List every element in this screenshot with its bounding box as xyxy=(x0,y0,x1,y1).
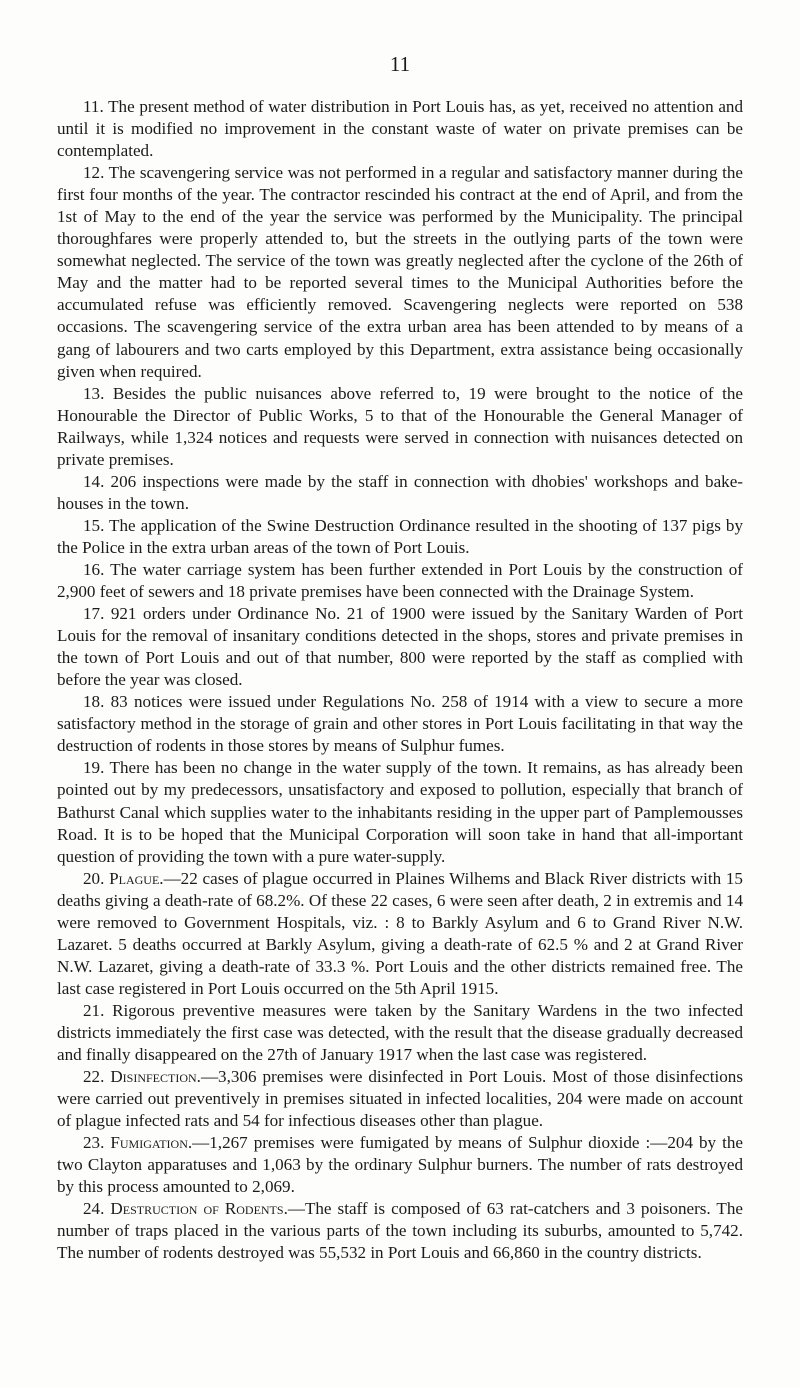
page-number: 11 xyxy=(389,52,411,76)
paragraph-text: 15. The application of the Swine Destruction Ordinance resulted in the shooting of 137 pigs by the Police in the extra urban areas of the town of Port Louis. xyxy=(57,515,743,557)
paragraph-15 xyxy=(57,515,743,559)
paragraph-23-fumigation xyxy=(57,1132,743,1198)
paragraph-text: 11. The present method of water distribution in Port Louis has, as yet, received no attention and until it is modified no improvement in the constant waste of water on private premises can be contemplated. xyxy=(57,97,743,161)
paragraph-13 xyxy=(57,383,743,471)
paragraph-17 xyxy=(57,603,743,691)
paragraph-heading: 22. Disinfection. xyxy=(83,1067,201,1087)
paragraph-text: —1,267 premises were fumigated by means of Sulphur dioxide :—204 by the two Clayton apparatuses and 1,063 by the ordinary Sulphur burners. The number of rats destroyed by this process amounted to 2,069. xyxy=(57,1133,743,1197)
paragraph-20-plague xyxy=(57,868,743,1000)
report-body xyxy=(57,96,743,1264)
paragraph-text: 14. 206 inspections were made by the staff in connection with dhobies' workshops and bake-houses in the town. xyxy=(57,471,743,513)
paragraph-text: —The staff is composed of 63 rat-catchers and 3 poisoners. The number of traps placed in the various parts of the town including its suburbs, amounted to 5,742. The number of rodents destroyed was 55,532 in Port Louis and 66,860 in the country districts. xyxy=(57,1199,743,1263)
paragraph-11 xyxy=(57,96,743,162)
paragraph-text: 17. 921 orders under Ordinance No. 21 of 1900 were issued by the Sanitary Warden of Port Louis for the removal of insanitary conditions detected in the shops, stores and private premises in the town of Port Louis and out of that number, 800 were reported by the staff as complied with before the year was closed. xyxy=(57,604,743,690)
paragraph-19 xyxy=(57,757,743,867)
paragraph-24-rodents xyxy=(57,1198,743,1264)
paragraph-text: 18. 83 notices were issued under Regulations No. 258 of 1914 with a view to secure a more satisfactory method in the storage of grain and other stores in Port Louis facilitating in that way the destruction of rodents in those stores by means of Sulphur fumes. xyxy=(57,692,743,756)
paragraph-text: 19. There has been no change in the water supply of the town. It remains, as has already been pointed out by my predecessors, unsatisfactory and exposed to pollution, especially that branch of Bathurst Canal which supplies water to the inhabitants residing in the upper part of Pamplemousses Road. It is to be hoped that the Municipal Corporation will soon take in hand that all-important question of providing the town with a pure water-supply. xyxy=(57,758,743,866)
paragraph-text: 16. The water carriage system has been further extended in Port Louis by the construction of 2,900 feet of sewers and 18 private premises have been connected with the Drainage System. xyxy=(57,559,743,602)
paragraph-16 xyxy=(57,559,743,603)
paragraph-heading: 23. Fumigation. xyxy=(83,1133,193,1153)
paragraph-14 xyxy=(57,471,743,515)
paragraph-text: 13. Besides the public nuisances above referred to, 19 were brought to the notice of the Honourable the Director of Public Works, 5 to that of the Honourable the General Manager of Railways, while 1,324 notices and requests were served in connection with nuisances detected on private premises. xyxy=(57,383,743,469)
paragraph-22-disinfection xyxy=(57,1066,743,1132)
paragraph-text: —3,306 premises were disinfected in Port Louis. Most of those disinfections were carried out preventively in premises situated in infected localities, 204 were made on account of plague infected rats and 54 for infectious diseases other than plague. xyxy=(57,1067,743,1131)
paragraph-heading: 24. Destruction of Rodents. xyxy=(83,1199,288,1219)
paragraph-heading: 20. Plague. xyxy=(83,868,164,888)
paragraph-21 xyxy=(57,1000,743,1066)
paragraph-text: —22 cases of plague occurred in Plaines Wilhems and Black River districts with 15 deaths giving a death-rate of 68.2%. Of these 22 cases, 6 were seen after death, 2 in extremis and 14 were removed to Government Hospitals, viz. : 8 to Barkly Asylum and 6 to Grand River N.W. Lazaret. 5 deaths occurred at Barkly Asylum, giving a death-rate of 62.5 % and 2 at Grand River N.W. Lazaret, giving a death-rate of 33.3 %. Port Louis and the other districts remained free. The last case registered in Port Louis occurred on the 5th April 1915. xyxy=(57,868,743,998)
paragraph-text: 21. Rigorous preventive measures were taken by the Sanitary Wardens in the two infected districts immediately the first case was detected, with the result that the disease gradually decreased and finally disappeared on the 27th of January 1917 when the last case was registered. xyxy=(57,1000,743,1065)
paragraph-text: 12. The scavengering service was not performed in a regular and satisfactory manner during the first four months of the year. The contractor rescinded his contract at the end of April, and from the 1st of May to the end of the year the service was performed by the Municipality. The principal thoroughfares were properly attended to, but the streets in the outlying parts of the town were somewhat neglected. The service of the town was greatly neglected after the cyclone of the 26th of May and the matter had to be reported several times to the Municipal Authorities before the accumulated refuse was efficiently removed. Scavengering neglects were reported on 538 occasions. The scavengering service of the extra urban area has been attended to by means of a gang of labourers and two carts employed by this Department, extra assistance being occasionally given when required. xyxy=(57,163,743,381)
paragraph-12 xyxy=(57,162,743,382)
paragraph-18 xyxy=(57,691,743,757)
